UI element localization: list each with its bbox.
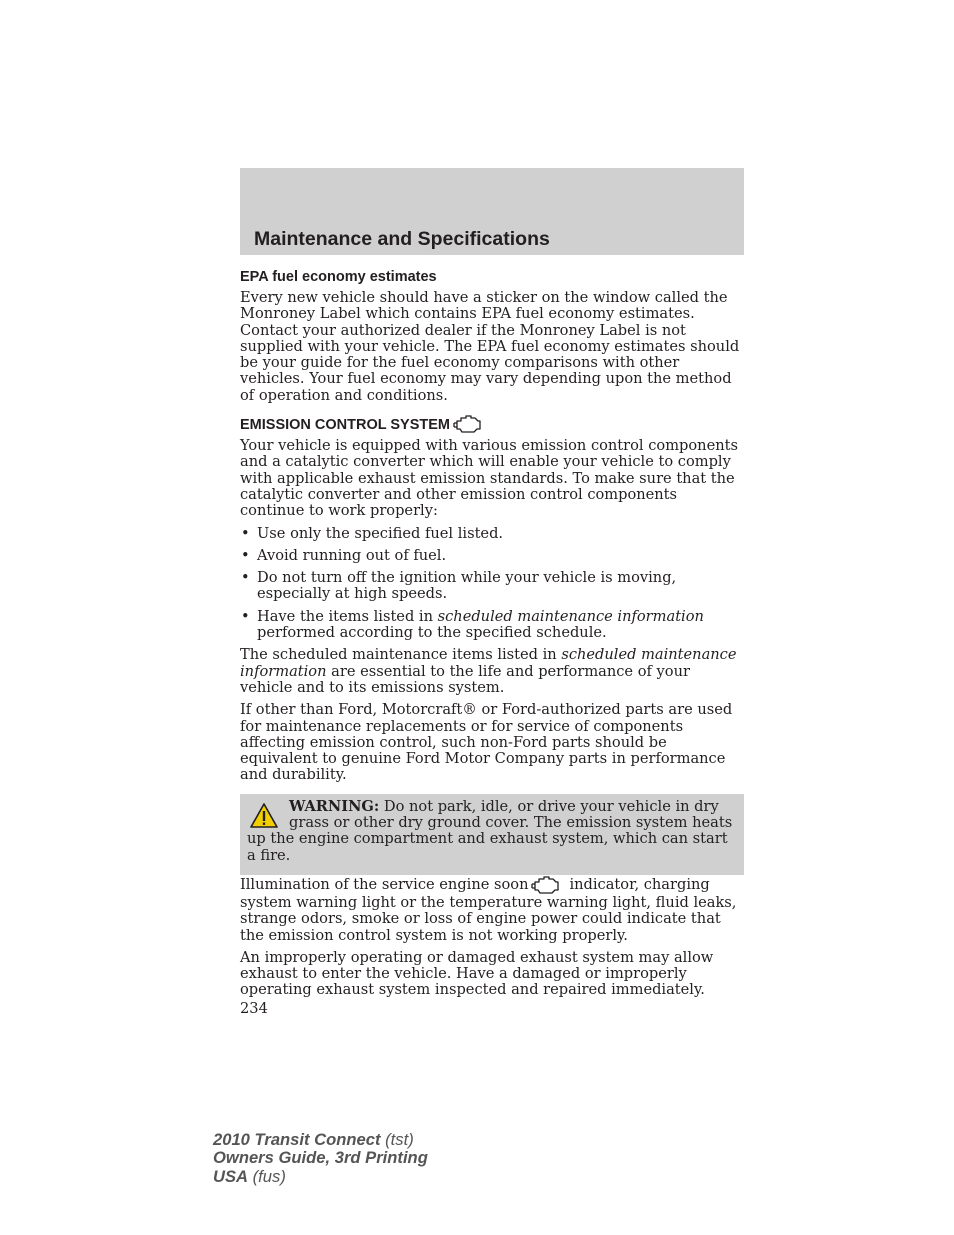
list-item: • Do not turn off the ignition while your vehicle is moving, especially at high speeds. — [241, 569, 677, 603]
page-number: 234 — [240, 999, 268, 1017]
warning-text: Do not park, idle, or drive your vehicle in dry grass or other dry ground cover. The emission system heats up the engine compartment and exhaust system, which can start a fire. — [247, 797, 733, 864]
footer-model: 2010 Transit Connect — [213, 1130, 381, 1149]
warning-triangle-icon — [249, 802, 279, 829]
section-title: Maintenance and Specifications — [254, 228, 550, 250]
footer — [213, 1131, 428, 1186]
indicator-paragraph — [240, 875, 744, 944]
epa-paragraph: Every new vehicle should have a sticker on the window called the Monroney Label which contains EPA fuel economy estimates. Contact your authorized dealer if the Monroney Label is not supplied with your vehicle. The EPA fuel economy estimates should be your guide for the fuel economy comparisons with other vehicles. Your fuel economy may vary depending upon the method of operation and conditions. — [240, 289, 740, 404]
emission-heading — [240, 414, 744, 434]
warning-box — [240, 794, 744, 875]
footer-market: USA — [213, 1166, 249, 1186]
indicator-text-pre: Illumination of the service engine soon — [240, 875, 529, 893]
page-content — [240, 266, 744, 1017]
exhaust-paragraph: An improperly operating or damaged exhaust system may allow exhaust to enter the vehicle. Have a damaged or improperly operating exhaust system inspected and repaired immediately. — [240, 948, 714, 999]
engine-icon — [531, 875, 561, 895]
emission-tips-list — [240, 526, 744, 642]
section-header-band — [240, 168, 744, 255]
footer-guide: Owners Guide, 3rd Printing — [213, 1148, 428, 1168]
footer-line-2 — [213, 1149, 428, 1167]
indicator-text-post: indicator, charging system warning light or the temperature warning light, fluid leaks, strange odors, smoke or loss of engine power could indicate that the emission control system is not working properly. — [240, 875, 737, 944]
footer-line-1 — [213, 1131, 428, 1149]
bullet-text: Do not turn off the ignition while your vehicle is moving, especially at high speeds. — [257, 569, 677, 603]
epa-heading: EPA fuel economy estimates — [240, 269, 437, 285]
engine-icon — [453, 414, 483, 434]
emission-heading-text: EMISSION CONTROL SYSTEM — [240, 417, 451, 434]
maintenance-text-post: are essential to the life and performance of your vehicle and to its emissions system. — [240, 662, 690, 696]
warning-label: WARNING: — [289, 797, 380, 815]
bullet-text: Use only the specified fuel listed. — [257, 524, 504, 542]
list-item: • Have the items listed in scheduled maintenance information performed according to the specified schedule. — [241, 607, 704, 642]
maintenance-paragraph — [240, 647, 744, 696]
parts-paragraph: If other than Ford, Motorcraft® or Ford-authorized parts are used for maintenance replacements or for service of components affecting emission control, such non-Ford parts should be equivalent to genuine Ford Motor Company parts in performance and durability. — [240, 701, 733, 784]
footer-line-3 — [213, 1168, 428, 1186]
list-item: • Use only the specified fuel listed. — [241, 524, 504, 542]
list-item: • Avoid running out of fuel. — [241, 546, 447, 564]
bullet-text: Avoid running out of fuel. — [257, 546, 447, 564]
footer-model-code: (tst) — [380, 1130, 414, 1149]
footer-market-code: (fus) — [248, 1166, 286, 1186]
bullet-text-post: performed according to the specified schedule. — [257, 624, 607, 642]
emission-intro: Your vehicle is equipped with various emission control components and a catalytic converter which will enable your vehicle to comply with applicable exhaust emission standards. To make sure that the catalytic converter and other emission control components continue to work properly: — [240, 437, 738, 520]
maintenance-reference: scheduled maintenance information — [437, 607, 704, 625]
maintenance-reference: scheduled maintenance information — [240, 646, 737, 680]
bullet-text-pre: Have the items listed in — [257, 607, 438, 625]
maintenance-text-pre: The scheduled maintenance items listed in — [240, 646, 562, 664]
